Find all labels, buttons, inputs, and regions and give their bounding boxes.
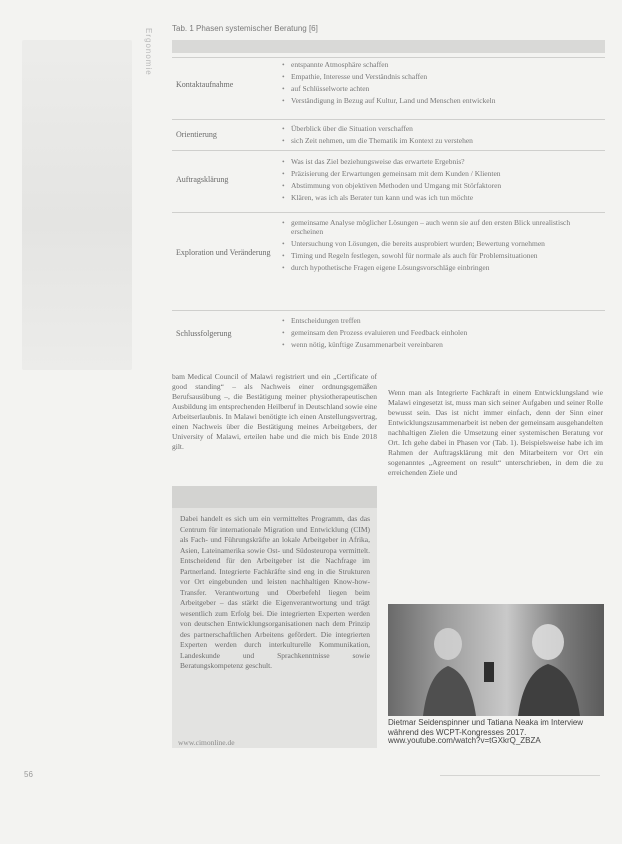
phase-label: Auftragsklärung [176,175,229,184]
phase-label: Schlussfolgerung [176,329,232,338]
table-row [172,119,605,148]
list-item: • gemeinsame Analyse möglicher Lösungen – auch wenn sie auf den ersten Blick unrealistisch erscheinen [282,218,604,236]
list-item: • Klären, was ich als Berater tun kann und was ich tun möchte [282,193,604,202]
info-box-text: Dabei handelt es sich um ein vermitteltes Programm, das das Centrum für internationale Migration und Entwicklung (CIM) als Fach- und Führungskräfte an lokale Arbeitgeber in Afrika, Asien, Lateinamerika sowie Ost- und Südosteuropa vermittelt. Entscheidend für den Arbeitgeber ist die Nachfrage im Partnerland. Integrierte Fachkräfte sind eng in die Strukturen vor Ort eingebunden und leisten nachhaltigen Know-how-Transfer. Verantwortung und Oberbefehl liegen beim Arbeitgeber – das stärkt die Eigenverantwortung und trägt wesentlich zum Erfolg bei. Die integrierten Experten werden von deutschen Entwicklungsorganisationen nach dem Prinzip des partnerschaftlichen Arbeitens gefördert. Die integrierten Experten werden durch interkulturelle Kommunikation, Landeskunde und Sprachkenntnisse sowie Beratungskompetenz geschult. [180,514,370,670]
list-item: • Empathie, Interesse und Verständnis schaffen [282,72,604,81]
info-box-header [172,486,377,508]
table-title: Tab. 1 Phasen systemischer Beratung [6] [172,24,318,33]
table-row [172,212,605,311]
list-item: • entspannte Atmosphäre schaffen [282,60,604,69]
list-item: • Timing und Regeln festlegen, sowohl für normale als auch für Problemsituationen [282,251,604,260]
phase-items [282,157,604,205]
phase-label: Orientierung [176,130,217,139]
video-link[interactable]: www.youtube.com/watch?v=tGXkrQ_ZBZA [388,736,541,745]
table-header-bar [172,40,605,53]
interview-photo [388,604,604,716]
decorative-shape [22,40,132,370]
list-item: • wenn nötig, künftige Zusammenarbeit vereinbaren [282,340,604,349]
photo-caption: Dietmar Seidenspinner und Tatiana Neaka im Interview während des WCPT-Kongresses 2017. [388,718,584,737]
phase-items [282,124,604,148]
table-row [172,150,605,211]
list-item: • auf Schlüsselworte achten [282,84,604,93]
phase-items [282,316,604,352]
table-row [172,57,605,105]
info-box-link[interactable]: www.cimonline.de [178,738,235,747]
list-item: • Entscheidungen treffen [282,316,604,325]
list-item: • Verständigung in Bezug auf Kultur, Land und Menschen entwickeln [282,96,604,105]
list-item: • Überblick über die Situation verschaffen [282,124,604,133]
list-item: • gemeinsam den Prozess evaluieren und Feedback einholen [282,328,604,337]
phase-label: Exploration und Veränderung [176,248,271,257]
body-column-right: Wenn man als Integrierte Fachkraft in einem Entwicklungsland wie Malawi eingesetzt ist, muss man sich seiner Aufgaben und seiner Rolle bewusst sein. Das ist nicht immer einfach, denn der Sinn einer Entwicklungszusammenarbeit ist neben der gemeinsam ausgehandelten nachhaltigen Zielen die Umsetzung einer systemischen Beratung vor Ort. Ich gehe dabei in Phasen vor (Tab. 1). Beispielsweise habe ich im Rahmen der Auftragsklärung mit den Mitarbeitern vor Ort ein sogenanntes „Agreement on result“ unterschrieben, in dem die zu erreichenden Ziele und [388,388,603,477]
body-column-left: bam Medical Council of Malawi registriert und ein „Certificate of good standing“ – als Nachweis einer ordnungsgemäßen Berufsausübung –, die Bestätigung meiner physiotherapeutischen Ausbildung im entsprechenden Heilberuf in Deutschland sowie eine Arbeitserlaubnis. In Malawi benötigte ich einen Anstellungsvertrag, einen Nachweis über die Bestätigung meines Arbeitgebers, der University of Malawi, erteilen habe und die mich bis Ende 2018 gilt. [172,372,377,451]
list-item: • Präzisierung der Erwartungen gemeinsam mit dem Kunden / Klienten [282,169,604,178]
table-row [172,310,605,361]
list-item: • Untersuchung von Lösungen, die bereits ausprobiert wurden; Bewertung vornehmen [282,239,604,248]
phase-items [282,218,604,275]
list-item: • Was ist das Ziel beziehungsweise das erwartete Ergebnis? [282,157,604,166]
phase-label: Kontaktaufnahme [176,80,234,89]
list-item: • sich Zeit nehmen, um die Thematik im Kontext zu verstehen [282,136,604,145]
list-item: • durch hypothetische Fragen eigene Lösungsvorschläge einbringen [282,263,604,272]
footer-rule [440,775,600,776]
phase-items [282,60,604,108]
list-item: • Abstimmung von objektiven Methoden und Umgang mit Störfaktoren [282,181,604,190]
side-label: Ergonomie [144,28,153,76]
page-number: 56 [24,770,33,779]
